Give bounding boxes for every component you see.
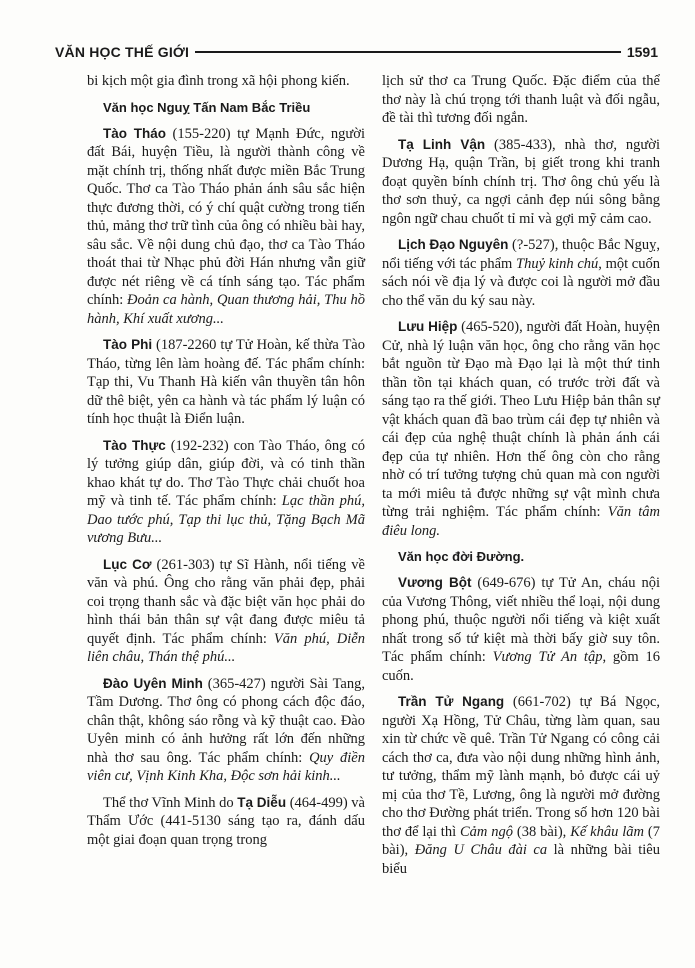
entry-name: Tào Tháo (103, 125, 166, 141)
entry-works: Đoản ca hành, Quan thương hải, Thu hồ hành, Khí xuất xương... (87, 292, 365, 327)
entry-works: Quy điền viên cư, Vịnh Kinh Kha, Độc sơn hải kinh... (87, 749, 365, 784)
page-number: 1591 (626, 44, 658, 60)
entry-paragraph: Tào Phi (187-2260 tự Tử Hoàn, kế thừa Tào Tháo, từng lên làm hoàng đế. Tác phẩm chính: Tạp thi, Vu Thanh Hà kiến vân thuyền tân hôn dữ thê biệt, yên ca hành và tác phẩm lý luận có tính học thuật là Điển luận. (87, 337, 365, 427)
entry-works: Vương Tử An tập (492, 649, 603, 665)
entry-works: Lạc thần phú, Dao tước phú, Tạp thi lục thủ, Tặng Bạch Mã vương Bưu... (87, 493, 365, 546)
running-header (55, 42, 658, 62)
entry-works: Văn tâm điêu long. (382, 504, 660, 539)
entry-works: Văn phú, Diễn liên châu, Thán thệ phú... (87, 630, 365, 665)
entry-name: Lưu Hiệp (398, 319, 458, 334)
entry-paragraph: Lịch Đạo Nguyên (?-527), thuộc Bắc Nguỵ, nổi tiếng với tác phẩm Thuỷ kinh chú, một cuốn sách nói về địa lý và được coi là người mở đầu cho thể văn du ký sau này. (382, 237, 660, 309)
entry-name: Tào Phi (103, 337, 153, 352)
paragraph: lịch sử thơ ca Trung Quốc. Đặc điểm của thể thơ này là chú trọng tới thanh luật và đối ngẫu, đề tài thì tương đối ngắn. (382, 73, 660, 126)
entry-name: Tạ Diễu (237, 794, 287, 810)
entry-name: Tạ Linh Vận (398, 136, 486, 152)
right-column (382, 72, 660, 886)
entry-name: Trần Tử Ngang (398, 694, 505, 709)
header-title: VĂN HỌC THẾ GIỚI (55, 44, 190, 60)
entry-name: Tào Thực (103, 437, 166, 453)
entry-paragraph: Vương Bột (649-676) tự Tử An, cháu nội của Vương Thông, viết nhiều thể loại, nội dung phong phú, thuộc người nổi tiếng và kiệt xuất nhất trong số tứ kiệt mà thời bấy giờ suy tôn. Tác phẩm chính: Vương Tử An tập, gồm 16 cuốn. (382, 575, 661, 684)
entry-name: Lịch Đạo Nguyên (398, 237, 509, 252)
paragraph: bi kịch một gia đình trong xã hội phong kiến. (87, 73, 350, 89)
entry-works: Cảm ngộ (459, 823, 514, 840)
entry-paragraph: Tào Thực (192-232) con Tào Tháo, ông có lý tưởng giúp dân, giúp đời, và có tinh thần khao khát tự do. Thơ Tào Thực chải chuốt hoa mỹ và tinh tế. Tác phẩm chính: Lạc thần phú, Dao tước phú, Tạp thi lục thủ, Tặng Bạch Mã vương Bưu... (87, 437, 366, 546)
entry-paragraph: Thể thơ Vĩnh Minh do Tạ Diễu (464-499) và Thẩm Ước (441-5130 sáng tạo ra, đánh dấu một giai đoạn quan trọng trong (87, 794, 365, 848)
entry-works: Kế khâu lãm (570, 823, 645, 840)
entry-paragraph: Lưu Hiệp (465-520), người đất Hoàn, huyện Cử, nhà lý luận văn học, ông cho rằng văn học bắt nguồn từ Đạo mà Đạo lại là một thứ tinh thần tồn tại khách quan, có trước trời đất và sáng tạo ra thế giới. Theo Lưu Hiệp bản thân sự vật khách quan đã bao trùm cái đẹp tự nhiên và cái đẹp của nghệ thuật chính là phản ánh cái đẹp của tự nhiên. Hơn thế ông còn cho rằng nhờ có trí tưởng tượng chủ quan mà con người ta mới miêu tả được những sự vật mình chưa từng trải nghiệm. Tác phẩm chính: Văn tâm điêu long. (382, 319, 660, 539)
entry-paragraph: Trần Tử Ngang (661-702) tự Bá Ngọc, người Xạ Hồng, Tử Châu, từng làm quan, sau xin từ chức về quê. Trần Tử Ngang có công cải cách thơ ca, đưa vào nội dung những hình ảnh, tư tưởng, thẩm mỹ lành mạnh, bỏ được cái uỷ mị của thơ Tề, Lương, ông là người mở đường cho thơ Đường phát triển. Trong số hơn 120 bài thơ để lại thì Cảm ngộ (38 bài), Kế khâu lãm (7 bài), Đăng U Châu đài ca là những bài tiêu biểu (382, 694, 661, 877)
entry-paragraph: Tạ Linh Vận (385-433), nhà thơ, người Dương Hạ, quận Trần, bị giết trong khi tranh đoạt quyền bính chính trị. Thơ ông chủ yếu là thơ sơn thuỷ, ca ngợi cảnh đẹp núi sông bằng ngôn ngữ chau chuốt tỉ mỉ và gợi mỹ cảm cao. (382, 136, 660, 227)
entry-name: Đào Uyên Minh (103, 675, 203, 691)
entry-works: Đăng U Châu đài ca (414, 842, 548, 858)
section-heading: Văn học Nguỵ Tấn Nam Bắc Triều (103, 99, 311, 115)
entry-paragraph: Tào Tháo (155-220) tự Mạnh Đức, người đất Bái, huyện Tiều, là người thành công về mặt chính trị, thống nhất được miền Bắc Trung Quốc. Thơ ca Tào Tháo phản ánh sâu sắc hiện thực đương thời, có ý chí quật cường trong tiến thủ, mảng thơ trữ tình của ông có nhiều bài hay, sâu sắc. Về nội dung chủ đạo, thơ ca Tào Tháo thoát thai từ Nhạc phủ đời Hán nhưng vẫn giữ được nét riêng về cá tính sáng tạo. Tác phẩm chính: Đoản ca hành, Quan thương hải, Thu hồ hành, Khí xuất xương... (87, 125, 365, 327)
header-rule (195, 51, 621, 53)
section-heading: Văn học đời Đường. (398, 549, 525, 564)
entry-paragraph: Đào Uyên Minh (365-427) người Sài Tang, Tầm Dương. Thơ ông có phong cách độc đáo, chân thật, không sáo rỗng và kỹ thuật cao. Đào Uyên minh có ảnh hưởng rất lớn đến những nhà thơ sau ông. Tác phẩm chính: Quy điền viên cư, Vịnh Kinh Kha, Độc sơn hải kinh... (87, 675, 365, 784)
text-columns (87, 72, 660, 886)
entry-name: Lục Cơ (103, 556, 152, 572)
left-column (87, 72, 365, 886)
entry-name: Vương Bột (398, 575, 472, 590)
entry-paragraph: Lục Cơ (261-303) tự Sĩ Hành, nổi tiếng về văn và phú. Ông cho rằng văn phải đẹp, phải coi trọng thanh sắc và đặc biệt văn học phải do hình thái bản thân sự vật đang được miêu tả quyết định. Tác phẩm chính: Văn phú, Diễn liên châu, Thán thệ phú... (87, 556, 365, 665)
entry-works: Thuỷ kinh chú (516, 255, 599, 272)
